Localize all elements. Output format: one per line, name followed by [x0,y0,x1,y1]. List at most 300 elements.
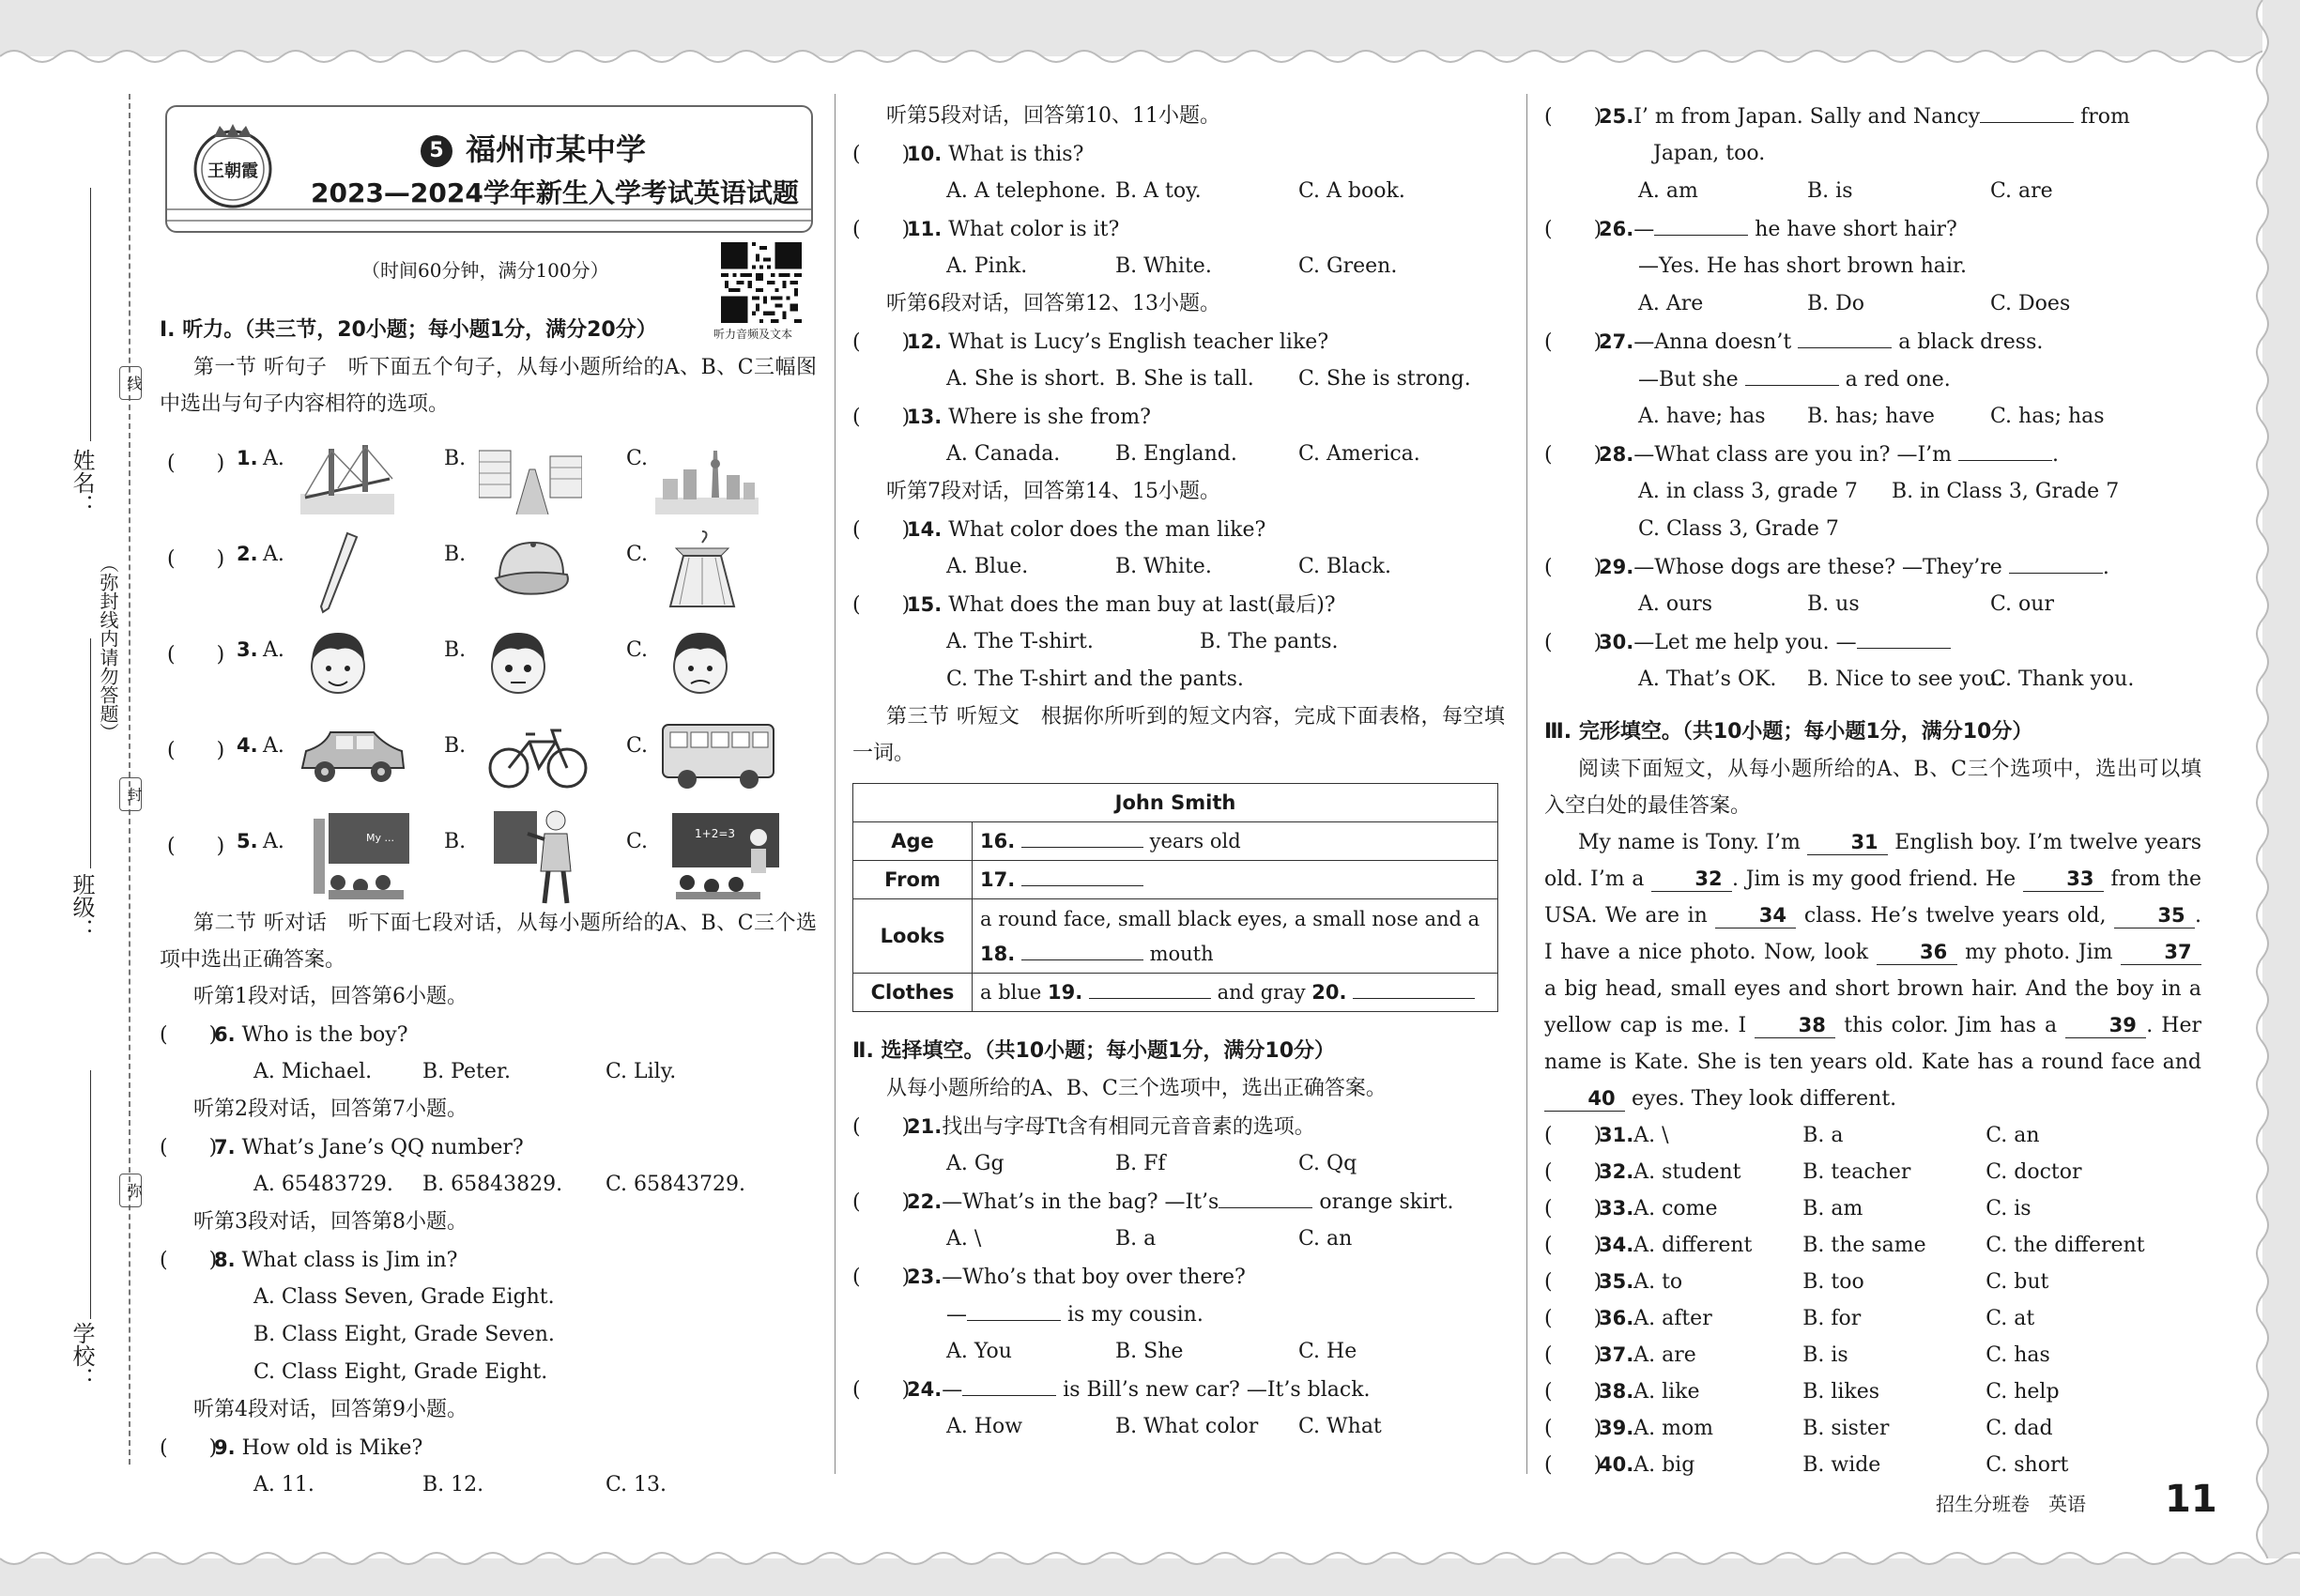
question-number: 7. [214,1136,236,1159]
question-8 [160,1241,817,1279]
answer-paren[interactable]: ( ) [1544,330,1602,354]
svg-text:My ...: My ... [366,832,394,844]
option-b[interactable]: B. sister [1802,1417,1890,1440]
school-name: 福州市某中学 [466,131,647,167]
option-c[interactable]: C. Qq [1298,1152,1357,1175]
option-c[interactable]: C. Class 3, Grade 7 [1638,517,1839,541]
option-a[interactable]: A. Canada. [946,442,1061,466]
option-c[interactable]: C. 13. [606,1473,667,1496]
option-label: B. [444,734,467,758]
option-a[interactable]: A. That’s OK. [1638,668,1777,691]
answer-paren[interactable]: ( ) [1544,218,1602,241]
cloze-item [1544,1227,2201,1264]
option-label: A. [263,543,284,566]
question-30-options [1544,661,2201,698]
cloze-blank[interactable]: 33 [2023,867,2104,892]
question-25 [1544,98,2201,135]
pic-question-row [160,806,817,911]
question-10-options [852,173,1505,210]
question-28-options [1544,473,2201,511]
option-c[interactable]: C. help [1986,1380,2060,1404]
question-text: is Bill’s new car? —It’s black. [1063,1378,1371,1402]
option-a[interactable]: A. Michael. [253,1060,373,1083]
answer-paren[interactable]: ( ) [852,1378,911,1402]
paper-number-badge: 5 [421,135,452,167]
question-number: 38. [1599,1380,1634,1403]
option-b[interactable]: B. am [1802,1197,1863,1220]
answer-paren[interactable]: ( ) [1544,1307,1602,1330]
option-c[interactable]: C. America. [1298,442,1420,466]
option-label: C. [626,447,649,470]
option-a[interactable]: A. You [946,1340,1012,1363]
question-number: 14. [907,518,943,541]
answer-paren[interactable]: ( ) [160,1136,218,1159]
bus-picture-icon[interactable] [659,719,777,794]
listening-section-title: Ⅰ. 听力。（共三节，20小题；每小题1分，满分20分） [160,318,657,342]
question-number: 39. [1599,1417,1634,1439]
dialog-4-instruction: 听第4段对话，回答第9小题。 [193,1398,468,1421]
question-text: — [1633,218,1655,241]
exam-header [165,105,813,233]
question-13 [852,398,1505,436]
car-picture-icon[interactable] [297,723,407,789]
question-11 [852,210,1505,248]
question-29 [1544,548,2201,586]
column-divider [835,94,836,1474]
option-c[interactable]: C. the different [1986,1234,2145,1257]
school-field[interactable] [90,1070,91,1319]
question-text: What does the man buy at last(最后)? [948,593,1336,617]
answer-blank[interactable] [1219,1183,1312,1208]
option-b[interactable]: B. White. [1115,555,1212,578]
answer-blank-19[interactable] [1089,974,1211,999]
option-a[interactable]: A. different [1633,1234,1753,1257]
question-27-line2 [1544,361,2201,398]
dialog-3-instruction: 听第3段对话，回答第8小题。 [193,1210,468,1234]
question-number: 27. [1599,330,1634,353]
passage-text: . Jim is my good friend. He [1732,867,2023,891]
option-c[interactable]: C. A book. [1298,179,1405,203]
option-b[interactable]: B. Peter. [422,1060,511,1083]
answer-blank[interactable] [1745,361,1839,386]
question-21 [852,1108,1505,1145]
wavy-border-bottom [0,1530,2300,1596]
option-c[interactable]: C. dad [1986,1417,2053,1440]
answer-paren[interactable]: ( ) [1544,1380,1602,1404]
qr-label: 听力音频及文本 [713,328,793,341]
question-number: 24. [907,1378,943,1401]
option-label: C. [626,543,649,566]
question-text: a black dress. [1898,330,2044,354]
answer-paren[interactable]: ( ) [852,518,911,542]
option-b[interactable]: B. has; have [1807,405,1935,428]
answer-paren[interactable]: ( ) [1544,1197,1602,1220]
clothes-text: and gray [1217,981,1306,1004]
question-text: What color does the man like? [948,518,1266,542]
option-b[interactable]: B. too [1802,1270,1864,1294]
cloze-blank[interactable]: 36 [1877,940,1957,965]
option-c[interactable]: C. has; has [1990,405,2105,428]
column-3 [1544,98,2201,1483]
question-text: —Whose dogs are these? —They’re [1633,556,2002,579]
cap-picture-icon[interactable] [486,537,576,603]
seal-tick-feng: 封 [119,777,142,811]
question-23 [852,1258,1505,1296]
passage-text: . Her name is Kate. She is ten years old. Kate has a round face and [1544,1014,2201,1074]
question-text: Who is the boy? [241,1023,408,1047]
question-number: 32. [1599,1160,1634,1183]
option-b[interactable]: B. 65843829. [422,1173,563,1196]
part2-intro: 第二节 听对话 听下面七段对话，从每小题所给的A、B、C三个选项中选出正确答案。 [160,912,817,972]
question-text: What’s Jane’s QQ number? [241,1136,524,1159]
option-a[interactable]: A. are [1633,1343,1696,1367]
question-text: —Let me help you. — [1633,631,1857,654]
cloze-item [1544,1190,2201,1227]
pencil-picture-icon[interactable] [310,529,366,614]
table-title: John Smith [853,784,1498,822]
option-b[interactable]: B. teacher [1802,1160,1911,1184]
answer-paren[interactable]: ( ) [1544,1124,1602,1147]
question-10 [852,135,1505,173]
answer-paren[interactable]: ( ) [1544,105,1602,129]
option-label: A. [263,734,284,758]
answer-paren[interactable]: ( ) [852,330,911,354]
class-field[interactable] [90,638,91,868]
option-b[interactable]: B. Nice to see you. [1807,668,2004,691]
classroom-picture-icon[interactable] [310,809,413,903]
answer-paren[interactable]: ( ) [1544,1417,1602,1440]
looks-text: a round face, small black eyes, a small nose and a [980,907,1480,930]
option-b[interactable]: B. wide [1802,1453,1881,1477]
option-a[interactable]: A. big [1633,1453,1695,1477]
clothes-label: Clothes [853,974,973,1012]
blackboard-class-picture-icon[interactable] [668,809,783,903]
option-b[interactable]: B. us [1807,592,1860,616]
wavy-border-top [0,0,2300,84]
option-a[interactable]: A. Gg [946,1152,1004,1175]
question-21-options [852,1145,1505,1183]
school-title [421,126,646,169]
question-text: 找出与字母Tt含有相同元音音素的选项。 [942,1115,1315,1139]
cloze-passage [1544,824,2201,1117]
question-number: 25. [1599,105,1634,128]
answer-paren[interactable]: ( ) [160,1436,218,1460]
option-a[interactable]: A. come [1633,1197,1718,1220]
question-text: . [2102,556,2109,579]
option-a[interactable]: A. to [1633,1270,1683,1294]
question-number: 19. [1048,981,1083,1004]
answer-paren[interactable]: ( ) [852,593,911,617]
option-c[interactable]: C. are [1990,179,2053,203]
option-b[interactable]: B. Class Eight, Grade Seven. [253,1323,555,1346]
question-26-options [1544,285,2201,323]
question-number: 22. [907,1190,943,1213]
question-number: 5. [237,830,258,852]
cloze-item [1544,1410,2201,1447]
passage-text: eyes. They look different. [1625,1087,1897,1111]
option-a[interactable]: A. Blue. [946,555,1029,578]
question-text: — [942,1378,963,1402]
question-29-options [1544,586,2201,623]
question-text: —Anna doesn’t [1633,330,1792,354]
answer-paren[interactable]: ( ) [1544,1453,1602,1477]
question-6 [160,1016,817,1053]
boy-face-c-picture-icon[interactable] [663,623,738,708]
option-a[interactable]: A. am [1638,179,1698,203]
boy-face-a-picture-icon[interactable] [300,623,376,708]
bridge-picture-icon[interactable] [300,441,394,514]
option-a[interactable]: A. have; has [1638,405,1766,428]
option-a[interactable]: A. Are [1638,292,1704,315]
answer-paren[interactable]: ( ) [1544,1234,1602,1257]
option-a[interactable]: A. after [1633,1307,1712,1330]
option-c[interactable]: C. Green. [1298,254,1398,278]
option-b[interactable]: B. She [1115,1340,1184,1363]
option-a[interactable]: A. The T-shirt. [946,630,1094,653]
option-b[interactable]: B. A toy. [1115,179,1202,203]
name-label: 姓名： [69,449,95,516]
option-a[interactable]: A. \ [946,1227,982,1251]
question-text: —But she [1638,368,1739,391]
answer-paren[interactable]: ( ) [1544,1270,1602,1294]
question-number: 8. [214,1249,236,1271]
answer-paren[interactable]: ( ) [167,452,225,475]
option-b[interactable]: B. a [1802,1124,1844,1147]
question-text: — [946,1303,967,1327]
question-6-options [160,1053,817,1091]
option-b[interactable]: B. Do [1807,292,1865,315]
option-b[interactable]: B. What color [1115,1415,1259,1438]
option-b[interactable]: B. is [1802,1343,1848,1367]
option-c[interactable]: C. Does [1990,292,2071,315]
option-c[interactable]: C. at [1986,1307,2035,1330]
question-text: I’ m from Japan. Sally and Nancy [1633,105,1981,129]
option-c[interactable]: C. Lily. [606,1060,677,1083]
question-number: 1. [237,447,258,469]
option-a[interactable]: A. in class 3, grade 7 [1638,480,1858,503]
question-number: 10. [907,143,943,165]
option-c[interactable]: C. doctor [1986,1160,2082,1184]
class-label: 班级： [69,873,95,941]
teacher-picture-icon[interactable] [490,806,584,907]
question-number: 16. [980,830,1016,852]
cloze-blank[interactable]: 40 [1544,1086,1625,1112]
cloze-blank[interactable]: 39 [2065,1013,2146,1038]
answer-paren[interactable]: ( ) [852,218,911,241]
option-c[interactable]: C. What [1298,1415,1382,1438]
footer-label: 招生分班卷 英语 [1936,1493,2086,1515]
option-c[interactable]: C. but [1986,1270,2049,1294]
skirt-picture-icon[interactable] [667,529,738,610]
cloze-blank[interactable]: 37 [2121,940,2201,965]
question-22-options [852,1220,1505,1258]
answer-paren[interactable]: ( ) [167,547,225,571]
answer-paren[interactable]: ( ) [160,1249,218,1272]
option-b[interactable]: B. White. [1115,254,1212,278]
answer-paren[interactable]: ( ) [852,1115,911,1139]
option-c[interactable]: C. He [1298,1340,1357,1363]
question-27 [1544,323,2201,361]
option-label: C. [626,638,649,662]
boy-face-b-picture-icon[interactable] [481,623,556,708]
option-c[interactable]: C. The T-shirt and the pants. [946,668,1244,691]
question-number: 23. [907,1266,943,1288]
option-b[interactable]: B. The pants. [1200,630,1339,653]
option-a[interactable]: A. Pink. [946,254,1028,278]
cloze-blank[interactable]: 34 [1715,903,1796,928]
answer-paren[interactable]: ( ) [167,739,225,762]
question-15 [852,586,1505,623]
answer-paren[interactable]: ( ) [160,1023,218,1047]
cloze-blank[interactable]: 35 [2114,903,2195,928]
answer-paren[interactable]: ( ) [1544,443,1602,467]
option-b[interactable]: B. 12. [422,1473,484,1496]
answer-blank[interactable] [1798,323,1892,348]
answer-blank[interactable] [2009,548,2103,574]
dialog-7-instruction: 听第7段对话，回答第14、15小题。 [886,480,1220,503]
svg-text:王朝霞: 王朝霞 [207,161,258,181]
option-b[interactable]: B. the same [1802,1234,1926,1257]
question-number: 11. [907,218,943,240]
cloze-section-title: Ⅲ. 完形填空。（共10小题；每小题1分，满分10分） [1544,720,2033,744]
answer-paren[interactable]: ( ) [1544,1343,1602,1367]
option-a[interactable]: A. mom [1633,1417,1714,1440]
answer-blank-20[interactable] [1353,974,1475,999]
from-label: From [853,861,973,899]
option-b[interactable]: B. in Class 3, Grade 7 [1892,480,2120,503]
option-a[interactable]: A. How [946,1415,1023,1438]
option-a[interactable]: A. student [1633,1160,1741,1184]
option-c[interactable]: C. is [1986,1197,2032,1220]
option-a[interactable]: A. like [1633,1380,1700,1404]
answer-blank[interactable] [1980,98,2074,123]
option-a[interactable]: A. A telephone. [946,179,1107,203]
wavy-border-right [2225,0,2300,1596]
looks-label: Looks [853,899,973,974]
answer-paren[interactable]: ( ) [852,406,911,429]
option-a[interactable]: A. Class Seven, Grade Eight. [253,1285,555,1309]
option-b[interactable]: B. likes [1802,1380,1880,1404]
dialog-5-instruction: 听第5段对话，回答第10、11小题。 [886,104,1220,128]
option-b[interactable]: B. She is tall. [1115,367,1254,391]
question-number: 28. [1599,443,1634,466]
question-number: 33. [1599,1197,1634,1220]
answer-blank[interactable] [962,1371,1056,1396]
option-c[interactable]: C. has [1986,1343,2050,1367]
option-b[interactable]: B. a [1115,1227,1157,1251]
question-number: 12. [907,330,943,353]
answer-paren[interactable]: ( ) [852,1190,911,1214]
option-c[interactable]: C. our [1990,592,2054,616]
question-14 [852,511,1505,548]
option-label: B. [444,447,467,470]
option-b[interactable]: B. is [1807,179,1853,203]
cloze-blank[interactable]: 38 [1755,1013,1835,1038]
option-a[interactable]: A. 65483729. [253,1173,393,1196]
answer-paren[interactable]: ( ) [1544,556,1602,579]
clothes-text: a blue [980,981,1042,1004]
answer-paren[interactable]: ( ) [852,1266,911,1289]
option-b[interactable]: B. England. [1115,442,1237,466]
answer-blank-17[interactable] [1021,861,1143,886]
question-number: 20. [1311,981,1347,1004]
time-info: （时间60分钟，满分100分） [361,259,609,282]
option-c[interactable]: C. short [1986,1453,2069,1477]
answer-blank[interactable] [1958,436,2052,461]
answer-paren[interactable]: ( ) [1544,631,1602,654]
column-1 [160,312,817,422]
cloze-blank[interactable]: 32 [1651,867,1732,892]
column-divider [1526,94,1527,1474]
answer-blank[interactable] [1857,623,1951,649]
question-27-options [1544,398,2201,436]
cloze-item [1544,1373,2201,1410]
answer-paren[interactable]: ( ) [167,643,225,667]
question-30 [1544,623,2201,661]
cloze-blank[interactable]: 31 [1807,830,1888,855]
looks-suffix: mouth [1149,942,1214,965]
question-number: 21. [907,1115,943,1138]
question-number: 18. [980,942,1016,965]
option-a[interactable]: A. ours [1638,592,1713,616]
answer-paren[interactable]: ( ) [167,835,225,858]
answer-blank[interactable] [967,1296,1061,1321]
option-c[interactable]: C. Thank you. [1990,668,2135,691]
question-number: 17. [980,868,1016,891]
passage-text: English boy. I’m twelve years old. I’m a [1544,831,2202,891]
passage-text: this color. Jim has a [1835,1014,2066,1037]
question-22 [852,1183,1505,1220]
bicycle-picture-icon[interactable] [486,719,590,792]
option-a[interactable]: A. She is short. [946,367,1106,391]
answer-blank[interactable] [1654,210,1748,236]
city-skyline-picture-icon[interactable] [655,441,759,514]
question-number: 15. [907,593,943,616]
street-picture-icon[interactable] [479,441,582,514]
answer-blank-18[interactable] [1021,935,1143,960]
publisher-seal-icon [188,120,278,210]
option-label: A. [263,638,284,662]
question-26 [1544,210,2201,248]
option-b[interactable]: B. for [1802,1307,1862,1330]
cloze-item [1544,1154,2201,1190]
option-c[interactable]: C. She is strong. [1298,367,1471,391]
passage-text: . I have a nice photo. Now, look [1544,904,2201,964]
option-c[interactable]: C. an [1298,1227,1353,1251]
option-c[interactable]: C. an [1986,1124,2040,1147]
option-c[interactable]: C. 65843729. [606,1173,746,1196]
svg-text:1+2=3: 1+2=3 [695,827,736,840]
question-text: from [2080,105,2130,129]
option-a[interactable]: A. 11. [253,1473,314,1496]
seal-tick-mi: 弥 [119,1174,142,1207]
answer-paren[interactable]: ( ) [1544,1160,1602,1184]
question-12-options [852,361,1505,398]
passage-text: a big head, small eyes and short brown hair. And the boy in a yellow cap is me. I [1544,977,2201,1037]
option-c[interactable]: C. Black. [1298,555,1391,578]
question-24 [852,1371,1505,1408]
answer-blank-16[interactable] [1021,822,1143,848]
option-a[interactable]: A. \ [1633,1124,1669,1147]
name-field[interactable] [90,188,91,441]
question-text: Where is she from? [948,406,1151,429]
option-b[interactable]: B. Ff [1115,1152,1166,1175]
clothes-cell [973,974,1498,1012]
answer-paren[interactable]: ( ) [852,143,911,166]
question-number: 4. [237,734,258,757]
option-label: A. [263,830,284,853]
option-c[interactable]: C. Class Eight, Grade Eight. [253,1360,548,1384]
